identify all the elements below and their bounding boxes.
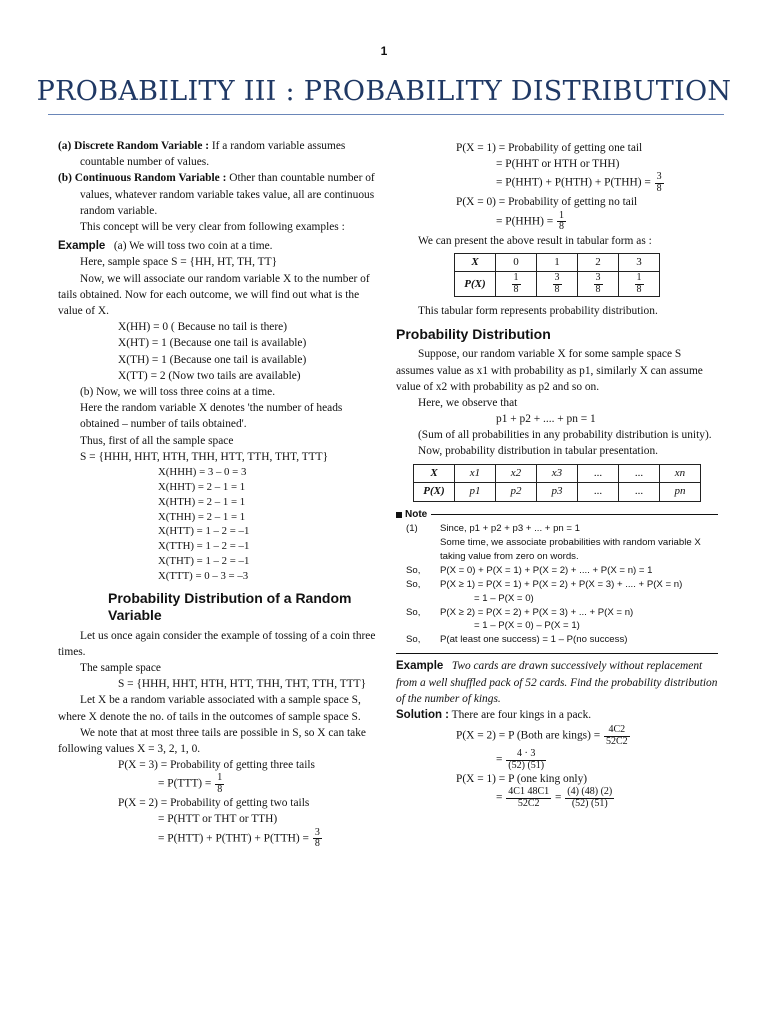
sample-space-set: S = {HHH, HHT, HTH, HTT, THH, THT, TTH, TTT} — [118, 678, 367, 691]
right-column — [396, 140, 718, 809]
x-value: X(HH) = 0 ( Because no tail is there) — [118, 321, 288, 334]
page-title: PROBABILITY III : PROBABILITY DISTRIBUTION — [36, 76, 732, 107]
px2-line: P(X = 2) = Probability of getting two tails — [118, 797, 310, 810]
px0-value: = P(HHH) = $\frac{1}{8}$ — [496, 209, 565, 233]
px1-line: P(X = 1) = Probability of getting one tail — [456, 142, 643, 154]
example-a: Example (a) We will toss two coin at a time. — [58, 240, 273, 253]
x3-list — [58, 465, 380, 584]
solution: Solution : There are four kings in a pack. — [396, 708, 592, 721]
paragraph: Let us once again consider the example of tossing of a coin three times. — [58, 629, 376, 658]
table-cell: 3 — [619, 253, 660, 272]
x3-value: X(HHT) = 2 – 1 = 1 — [158, 480, 246, 493]
sample-space-2: Here, sample space S = {HH, HT, TH, TT} — [80, 256, 278, 269]
table-cell: x3 — [537, 464, 578, 483]
note-header: Note — [396, 508, 718, 522]
table-cell: x2 — [496, 464, 537, 483]
table-cell: $\frac{3}{8}$ — [537, 272, 578, 297]
section-heading-probability-distribution: Probability Distribution — [396, 325, 551, 342]
table-cell: $\frac{1}{8}$ — [496, 272, 537, 297]
fraction: $\frac{1}{8}$ — [559, 209, 565, 233]
x3-value: X(HTT) = 1 – 2 = –1 — [158, 525, 250, 538]
table-cell: p3 — [537, 483, 578, 502]
px3-value: = P(TTT) = $\frac{1}{8}$ — [158, 772, 223, 795]
example-b: (b) Now, we will toss three coins at a time. — [80, 385, 276, 398]
table-row — [414, 464, 701, 483]
note-line: So, P(X ≥ 1) = P(X = 1) + P(X = 2) + P(X = 3) + .... + P(X = n) — [406, 578, 683, 590]
table-cell: ... — [619, 483, 660, 502]
fraction: $\frac{4C2}{52C2}$ — [606, 724, 628, 747]
x-value: X(TT) = 2 (Now two tails are available) — [118, 369, 301, 382]
example-b-desc: Here the random variable X denotes 'the number of heads obtained – number of tails obtained'. — [80, 402, 343, 431]
fraction: $\frac{3}{8}$ — [314, 826, 320, 850]
note-line: So, P(at least one success) = 1 – P(no success) — [406, 634, 628, 646]
tabular-intro: We can present the above result in tabular form as : — [418, 234, 652, 247]
def-continuous: (b) Continuous Random Variable : Other than countable number of values, whatever random variable takes value, all are continuous random variable. — [58, 172, 375, 217]
note-line: Some time, we associate probabilities with random variable X taking value from zero on words. — [440, 536, 701, 562]
note-square-icon — [396, 512, 402, 518]
associate-text: Now, we will associate our random variable X to the number of tails obtained. Now for each outcome, we will find out what is the value of X. — [58, 272, 370, 318]
table-header: P(X) — [455, 272, 496, 297]
px3-line: P(X = 3) = Probability of getting three tails — [118, 759, 315, 772]
table-cell: x1 — [455, 464, 496, 483]
left-column — [58, 138, 380, 850]
table-row — [455, 253, 660, 272]
x3-value: X(TTH) = 1 – 2 = –1 — [158, 540, 250, 553]
paragraph: (Sum of all probabilities in any probability distribution is unity). — [418, 429, 712, 442]
note-line: So, P(X = 0) + P(X = 1) + P(X = 2) + .... + P(X = n) = 1 — [406, 564, 653, 576]
page-number: 1 — [380, 44, 388, 58]
fraction: $\frac{3}{8}$ — [656, 171, 662, 194]
sum-equation: p1 + p2 + .... + pn = 1 — [496, 413, 596, 426]
note-line: = 1 – P(X = 0) — [474, 592, 534, 604]
paragraph: The sample space — [80, 661, 161, 674]
table-header: X — [455, 253, 496, 272]
note-line: (1) Since, p1 + p2 + p3 + ... + pn = 1 — [406, 523, 581, 535]
solution-step-2: = $\frac{4 \cdot 3}{(52) (51)}$ — [496, 748, 545, 771]
fraction: $\frac{4C1 48C1}{52C2}$ — [508, 786, 550, 809]
table-cell: ... — [619, 464, 660, 483]
paragraph: Here, we observe that — [418, 396, 518, 409]
solution-step-4: = $\frac{4C1 48C1}{52C2}$ = $\frac{(4) (48) (2)}{(52) (51)}$ — [496, 786, 613, 809]
distribution-table-3-coins — [454, 253, 660, 298]
px1-expand: = P(HHT or HTH or THH) — [496, 158, 620, 171]
table-cell: $\frac{3}{8}$ — [578, 272, 619, 297]
solution-step-3: P(X = 1) = P (one king only) — [456, 773, 588, 786]
fraction: $\frac{4 \cdot 3}{(52) (51)}$ — [508, 748, 545, 771]
sample-space-3: S = {HHH, HHT, HTH, THH, HTT, TTH, THT, TTT} — [80, 450, 329, 463]
table-header: P(X) — [414, 483, 455, 502]
table-header: X — [414, 464, 455, 483]
note-divider — [396, 653, 718, 654]
paragraph: Suppose, our random variable X for some sample space S assumes value as x1 with probability as p1, similarly X can assume value of x2 with probability as p2 and so on. — [396, 348, 703, 393]
def-note: This concept will be very clear from following examples : — [80, 220, 345, 233]
paragraph: Let X be a random variable associated with a sample space S, where X denote the no. of tails in the outcomes of sample space S. — [58, 694, 361, 723]
table-cell: 0 — [496, 253, 537, 272]
px2-value: = P(HTT) + P(THT) + P(TTH) = $\frac{3}{8}$ — [158, 826, 320, 850]
x3-value: X(HTH) = 2 – 1 = 1 — [158, 495, 246, 508]
table-cell: 1 — [537, 253, 578, 272]
section-heading-random-variable: Probability Distribution of a Random Variable — [108, 590, 352, 623]
table-cell: p1 — [455, 483, 496, 502]
px2-expand: = P(HTT or THT or TTH) — [158, 813, 278, 826]
table-cell: 2 — [578, 253, 619, 272]
x3-value: X(THH) = 2 – 1 = 1 — [158, 510, 246, 523]
paragraph: Now, probability distribution in tabular presentation. — [418, 445, 659, 458]
table-cell: ... — [578, 464, 619, 483]
x3-value: X(HHH) = 3 – 0 = 3 — [158, 465, 247, 478]
note-line: So, P(X ≥ 2) = P(X = 2) + P(X = 3) + ... + P(X = n) — [406, 606, 634, 618]
x-value: X(TH) = 1 (Because one tail is available) — [118, 353, 307, 366]
distribution-table-general — [413, 464, 701, 502]
paragraph: We note that at most three tails are possible in S, so X can take following values X = 3, 2, 1, 0. — [58, 726, 366, 755]
note-line: = 1 – P(X = 0) – P(X = 1) — [474, 620, 580, 632]
table-cell: pn — [660, 483, 701, 502]
tabular-note: This tabular form represents probability distribution. — [418, 305, 658, 318]
x3-value: X(THT) = 1 – 2 = –1 — [158, 555, 250, 568]
table-cell: p2 — [496, 483, 537, 502]
fraction: $\frac{(4) (48) (2)}{(52) (51)}$ — [567, 786, 613, 809]
table-row — [414, 483, 701, 502]
thus-text: Thus, first of all the sample space — [80, 434, 234, 447]
fraction: $\frac{1}{8}$ — [217, 772, 223, 795]
x-value: X(HT) = 1 (Because one tail is available) — [118, 337, 307, 350]
table-cell: $\frac{1}{8}$ — [619, 272, 660, 297]
table-cell: ... — [578, 483, 619, 502]
def-discrete: (a) Discrete Random Variable : If a random variable assumes countable number of values. — [58, 140, 346, 169]
px0-line: P(X = 0) = Probability of getting no tail — [456, 196, 638, 209]
note-box — [396, 522, 718, 647]
table-cell: xn — [660, 464, 701, 483]
px1-value: = P(HHT) + P(HTH) + P(THH) = $\frac{3}{8}$ — [496, 171, 662, 194]
example-cards: Example Two cards are drawn successively without replacement from a well shuffled pack of 52 cards. Find the probability distribution of the number of kings. — [396, 660, 718, 705]
table-row — [455, 272, 660, 297]
x3-value: X(TTT) = 0 – 3 = –3 — [158, 570, 249, 583]
solution-step-1: P(X = 2) = P (Both are kings) = $\frac{4C2}{52C2}$ — [456, 724, 628, 747]
title-rule — [48, 114, 724, 115]
note-rule — [431, 514, 718, 515]
